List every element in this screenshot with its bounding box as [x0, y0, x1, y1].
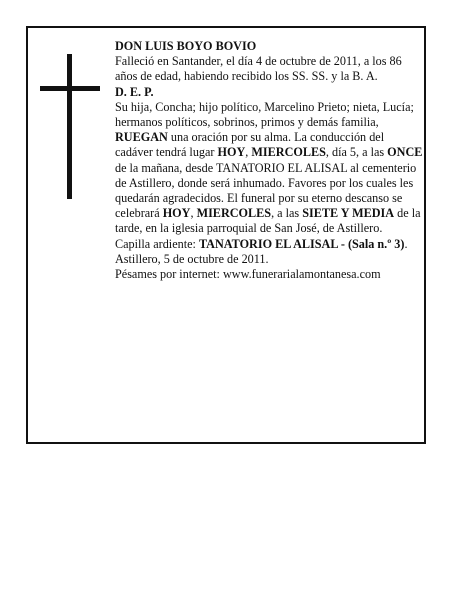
cross-icon [40, 54, 100, 199]
funeral-separator-text: , [190, 206, 197, 221]
today-text: HOY [217, 145, 246, 160]
death-announcement: Falleció en Santander, el día 4 de octubre de 2011, a los 86 años de edad, habiendo recibido los SS. SS. y la B. A. [115, 54, 402, 84]
prayer-text: una oración por su alma. La conducción del cadáver tendrá lugar [115, 130, 385, 160]
chapel-label: Capilla ardiente: [115, 236, 199, 251]
separator-text: , [245, 145, 252, 160]
rest-in-peace: D. E. P. [115, 84, 154, 99]
funeral-at-text: , a las [271, 206, 303, 221]
chapel-end: . [404, 236, 408, 251]
transfer-text: de la mañana, desde TANATORIO EL ALISAL al cementerio de Astillero, donde será inhumado. Favores por los cuales les quedarán agradecidos. El funeral por su eterno descanso se celebrará [115, 160, 417, 221]
obituary-text [115, 39, 423, 282]
funeral-time-text: SIETE Y MEDIA [302, 206, 395, 221]
funeral-details [115, 130, 423, 236]
cross-horizontal-bar [40, 86, 100, 91]
deceased-name: DON LUIS BOYO BOVIO [115, 39, 257, 53]
family-members: Su hija, Concha; hijo político, Marcelino Prieto; nieta, Lucía; hermanos políticos, sobrinos, primos y demás familia, [115, 99, 414, 130]
time-text: ONCE [387, 145, 423, 160]
funeral-today-text: HOY [162, 206, 191, 221]
dateline: Astillero, 5 de octubre de 2011. [115, 251, 269, 266]
chapel-place: TANATORIO EL ALISAL - (Sala n.º 3) [198, 236, 405, 251]
obituary-notice [26, 26, 426, 444]
ruegan-text: RUEGAN [115, 130, 168, 145]
condolences-line: Pésames por internet: www.funerarialamontanesa.com [115, 267, 381, 282]
chapel-line [115, 237, 423, 252]
weekday-text: MIERCOLES [251, 145, 326, 160]
church-text: de la tarde, en la iglesia parroquial de San José, de Astillero. [115, 206, 421, 236]
day-text: , día 5, a las [325, 145, 388, 160]
cross-vertical-bar [67, 54, 72, 199]
funeral-weekday-text: MIERCOLES [196, 206, 272, 221]
